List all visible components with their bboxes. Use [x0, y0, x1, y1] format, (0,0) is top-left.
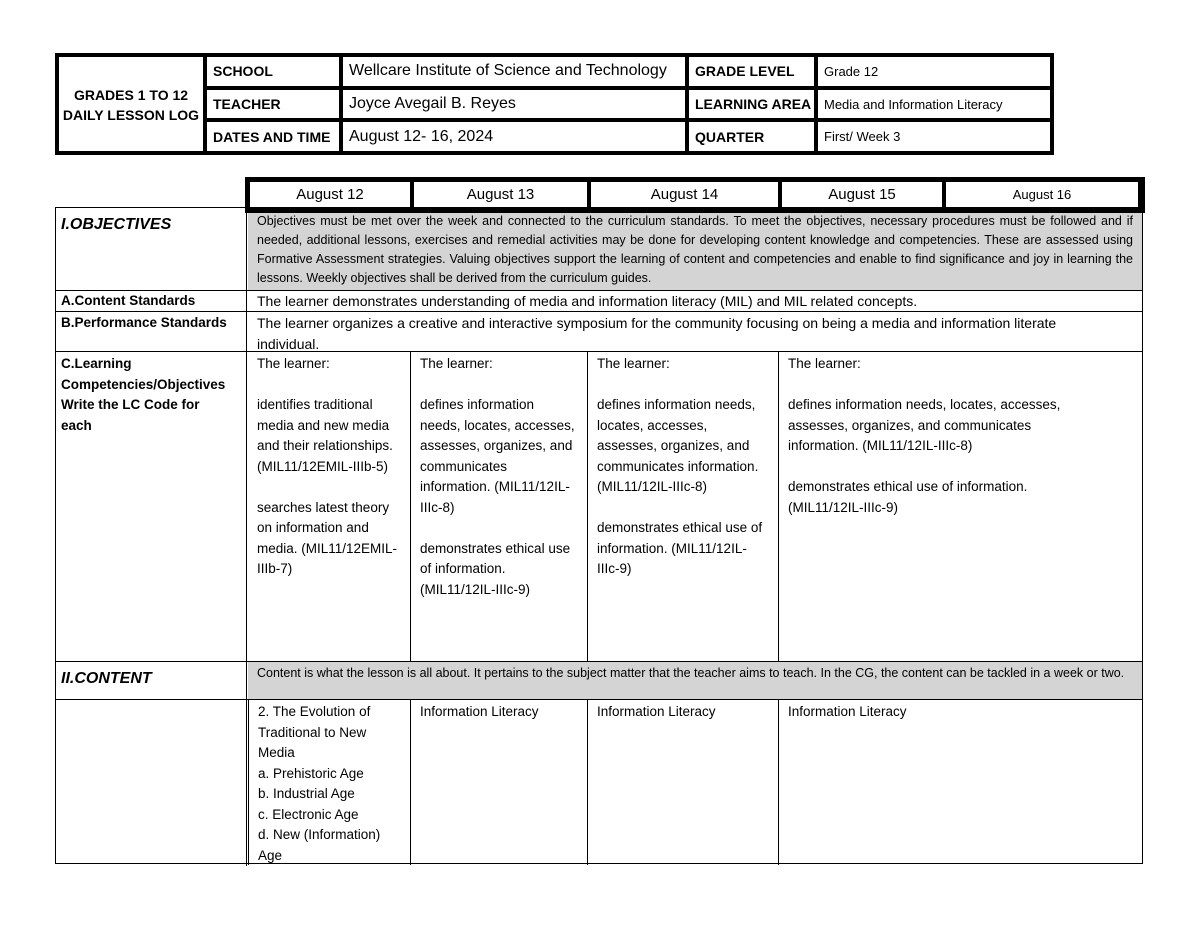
- learner-intro: The learner:: [257, 356, 330, 371]
- objectives-row: [56, 208, 1142, 291]
- objectives-label: I.OBJECTIVES: [56, 208, 247, 291]
- performance-standards-text: The learner organizes a creative and interactive symposium for the community focusing on being a media and information literate individual.: [257, 315, 1057, 352]
- dates-label: DATES AND TIME: [213, 128, 331, 145]
- learner-intro: The learner:: [788, 356, 861, 371]
- learner-intro: The learner:: [420, 356, 493, 371]
- content-line: a. Prehistoric Age: [258, 765, 364, 781]
- header-row-dates: [207, 118, 1050, 151]
- content-aug12: [248, 700, 410, 865]
- day-header-aug15: August 15: [778, 182, 942, 207]
- teacher-label: TEACHER: [213, 96, 281, 112]
- competency-text: defines information needs, locates, accesses, assesses, organizes, and communicates information. (MIL11/12IL-IIIc-8): [420, 397, 575, 515]
- content-label: II.CONTENT: [56, 662, 247, 866]
- learning-area-label: LEARNING AREA: [685, 90, 814, 119]
- quarter-value: First/ Week 3: [814, 122, 1050, 151]
- competencies-aug14: [587, 352, 778, 662]
- competency-text: demonstrates ethical use of information. (MIL11/12IL-IIIc-9): [420, 540, 571, 597]
- header-fields: [207, 57, 1050, 151]
- grade-level-label: GRADE LEVEL: [685, 57, 814, 86]
- document-title: GRADES 1 TO 12 DAILY LESSON LOG: [59, 57, 207, 151]
- day-header-aug13: August 13: [410, 182, 587, 207]
- competency-text: defines information needs, locates, accesses, assesses, organizes, and communicates information. (MIL11/12IL-IIIc-8): [597, 397, 759, 494]
- quarter-label: QUARTER: [685, 122, 814, 151]
- competencies-label-line: Competencies/Objectives: [61, 376, 226, 392]
- school-label: SCHOOL: [213, 63, 273, 80]
- content-line: 2. The Evolution of Traditional to New Media: [258, 704, 371, 760]
- content-standards-row: [56, 290, 1142, 311]
- performance-standards-row: [56, 311, 1142, 352]
- competency-text: demonstrates ethical use of information. (MIL11/12IL-IIIc-9): [597, 520, 763, 576]
- content-line: d. New (Information) Age: [258, 827, 381, 863]
- content-note: Content is what the lesson is all about. It pertains to the subject matter that the teacher aims to teach. In the CG, the content can be tackled in a week or two.: [248, 662, 1142, 700]
- teacher-value: Joyce Avegail B. Reyes: [339, 90, 685, 119]
- competencies-label: [56, 352, 247, 662]
- content-row: [56, 661, 1142, 700]
- content-line: Information Literacy: [420, 704, 539, 719]
- content-standards-text: The learner demonstrates understanding of media and information literacy (MIL) and MIL related concepts.: [257, 293, 918, 309]
- content-line: Information Literacy: [597, 704, 716, 719]
- content-details-row: [56, 699, 1142, 865]
- competencies-aug12: [248, 352, 410, 662]
- content-line: c. Electronic Age: [258, 806, 359, 822]
- content-aug13: [410, 700, 587, 865]
- header-row-teacher: [207, 86, 1050, 119]
- day-header-bar: [245, 177, 1145, 213]
- competencies-row: [56, 351, 1142, 662]
- competencies-aug13: [410, 352, 587, 662]
- school-value: Wellcare Institute of Science and Technology: [339, 57, 685, 86]
- content-standards-label: A.Content Standards: [56, 291, 247, 311]
- competency-text: identifies traditional media and new media and their relationships. (MIL11/12EMIL-IIIb-5): [257, 397, 393, 474]
- competencies-aug15: [778, 352, 1142, 662]
- learning-area-value: Media and Information Literacy: [814, 90, 1050, 119]
- content-aug14: [587, 700, 778, 865]
- competency-text: defines information needs, locates, accesses, assesses, organizes, and communicates information. (MIL11/12IL-IIIc-8): [788, 397, 1061, 453]
- content-line: b. Industrial Age: [258, 786, 355, 801]
- competencies-label-line: each: [61, 417, 92, 433]
- content-aug15: [778, 700, 1142, 865]
- content-line: Information Literacy: [788, 704, 907, 719]
- competencies-label-line: Write the LC Code for: [61, 397, 200, 412]
- competency-text: demonstrates ethical use of information. (MIL11/12IL-IIIc-9): [788, 479, 1028, 515]
- dates-value: August 12- 16, 2024: [339, 122, 685, 151]
- lesson-table: [55, 207, 1143, 864]
- performance-standards-label: B.Performance Standards: [56, 312, 247, 352]
- competencies-label-line: C.Learning: [61, 356, 132, 371]
- grade-level-value: Grade 12: [814, 57, 1050, 86]
- lesson-log-header: [55, 53, 1054, 155]
- day-header-aug14: August 14: [587, 182, 778, 207]
- header-row-school: [207, 57, 1050, 86]
- day-header-aug12: August 12: [296, 186, 364, 203]
- objectives-note: Objectives must be met over the week and connected to the curriculum standards. To meet the objectives, necessary procedures must be followed and if needed, additional lessons, exercises and remedial activities may be done for developing content knowledge and competencies. These are assessed using Formative Assessment strategies. Valuing objectives support the learning of content and competencies and enable to find significance and joy in learning the lessons. Weekly objectives shall be derived from the curriculum guides.: [248, 208, 1142, 291]
- day-header-aug16: August 16: [942, 182, 1138, 207]
- learner-intro: The learner:: [597, 356, 670, 371]
- competency-text: searches latest theory on information and media. (MIL11/12EMIL-IIIb-7): [257, 499, 398, 576]
